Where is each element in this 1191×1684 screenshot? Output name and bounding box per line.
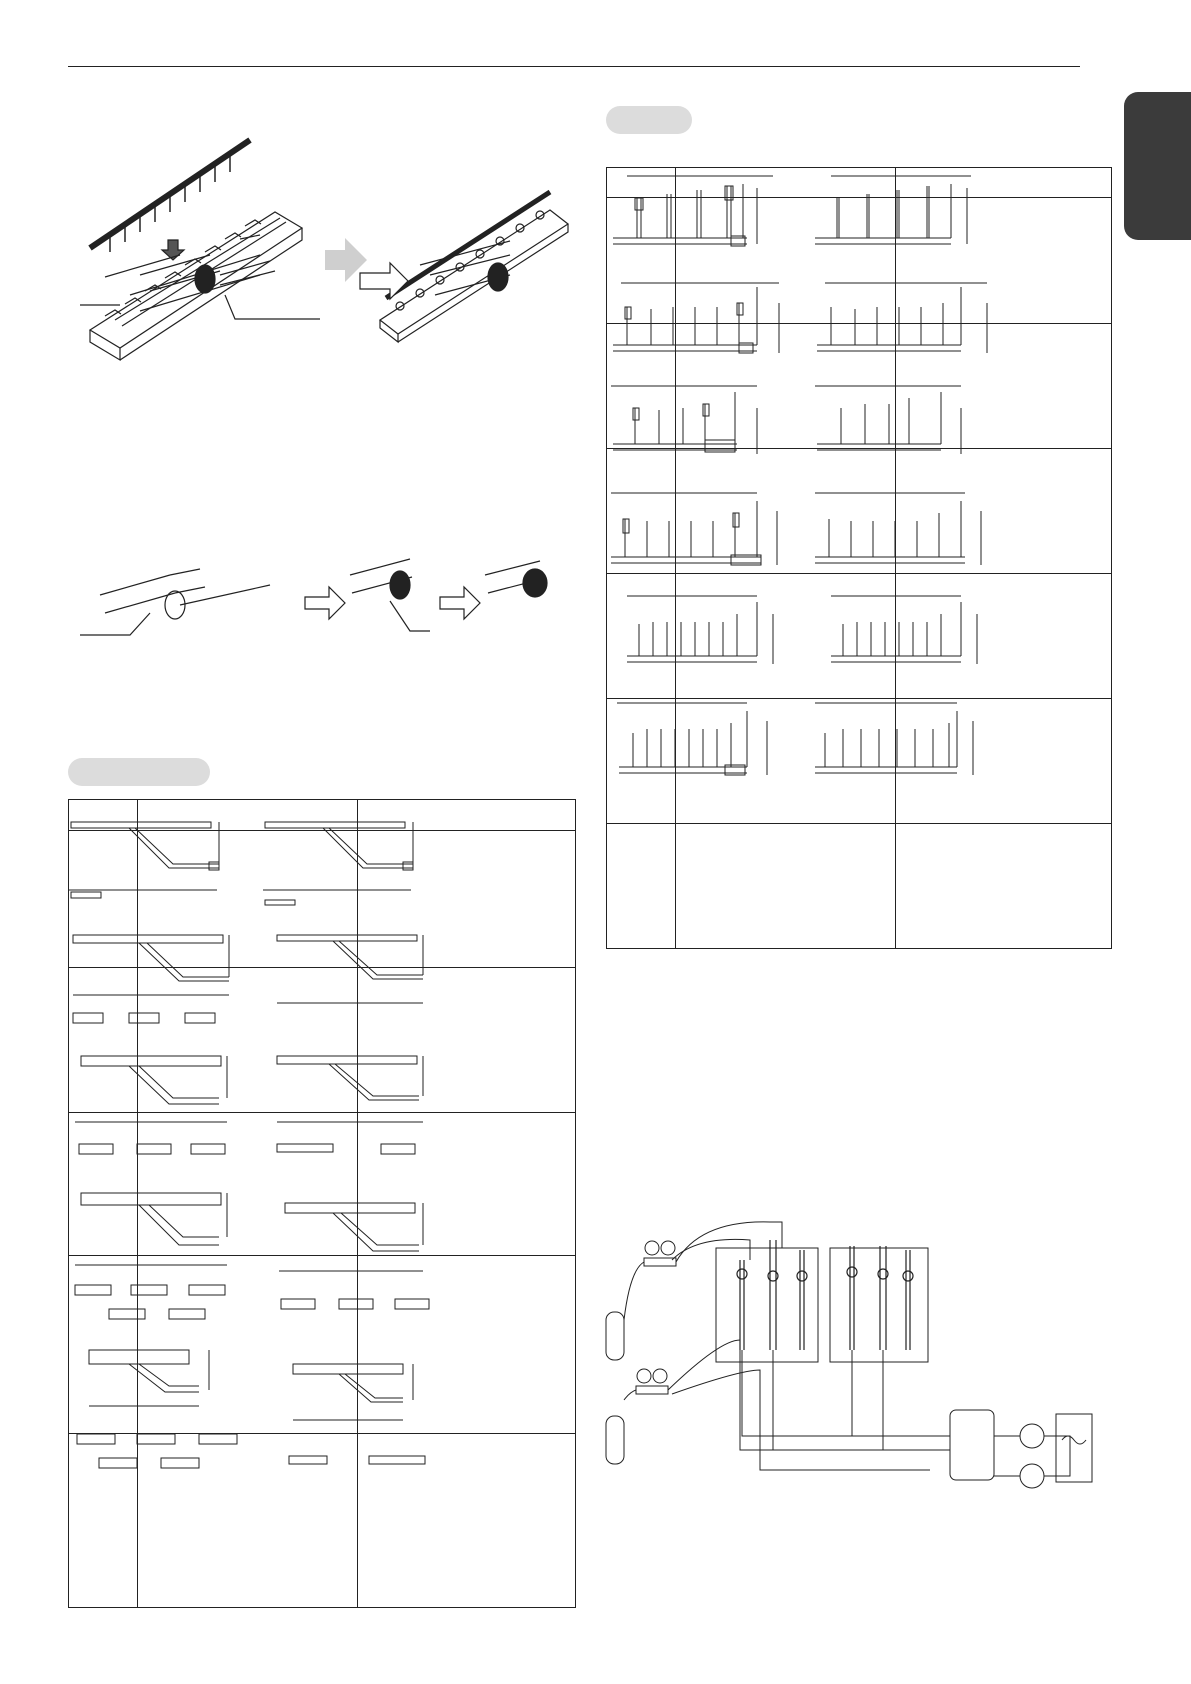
y-branch-drawing — [69, 915, 269, 1035]
y-branch-drawing — [273, 1040, 463, 1160]
section-label-pill-right — [606, 106, 692, 134]
y-branch-drawing — [273, 1175, 463, 1325]
header-drawing — [607, 168, 807, 268]
header-drawing — [607, 588, 807, 688]
y-branch-drawing — [69, 1330, 269, 1480]
y-branch-drawing — [273, 915, 463, 1035]
y-branch-dimension-table — [68, 799, 576, 1608]
y-branch-drawing — [69, 1040, 269, 1160]
header-drawing — [607, 483, 807, 583]
header-drawing — [811, 693, 1011, 793]
manifold-gauge-connection-diagram — [600, 1200, 1120, 1500]
y-branch-drawing — [273, 1340, 463, 1480]
section-label-pill-left — [68, 758, 210, 786]
header-drawing — [811, 168, 1011, 268]
header-rule — [68, 66, 1080, 67]
header-drawing — [811, 378, 1011, 478]
y-branch-drawing — [69, 1165, 269, 1325]
y-branch-drawing — [69, 800, 259, 910]
header-drawing — [607, 378, 807, 478]
chapter-side-tab — [1124, 92, 1191, 240]
y-branch-drawing — [263, 800, 453, 910]
joint-taping-figure — [80, 235, 580, 565]
header-dimension-table — [606, 167, 1112, 949]
header-drawing — [607, 693, 807, 793]
header-drawing — [811, 483, 1011, 583]
header-drawing — [811, 588, 1011, 688]
